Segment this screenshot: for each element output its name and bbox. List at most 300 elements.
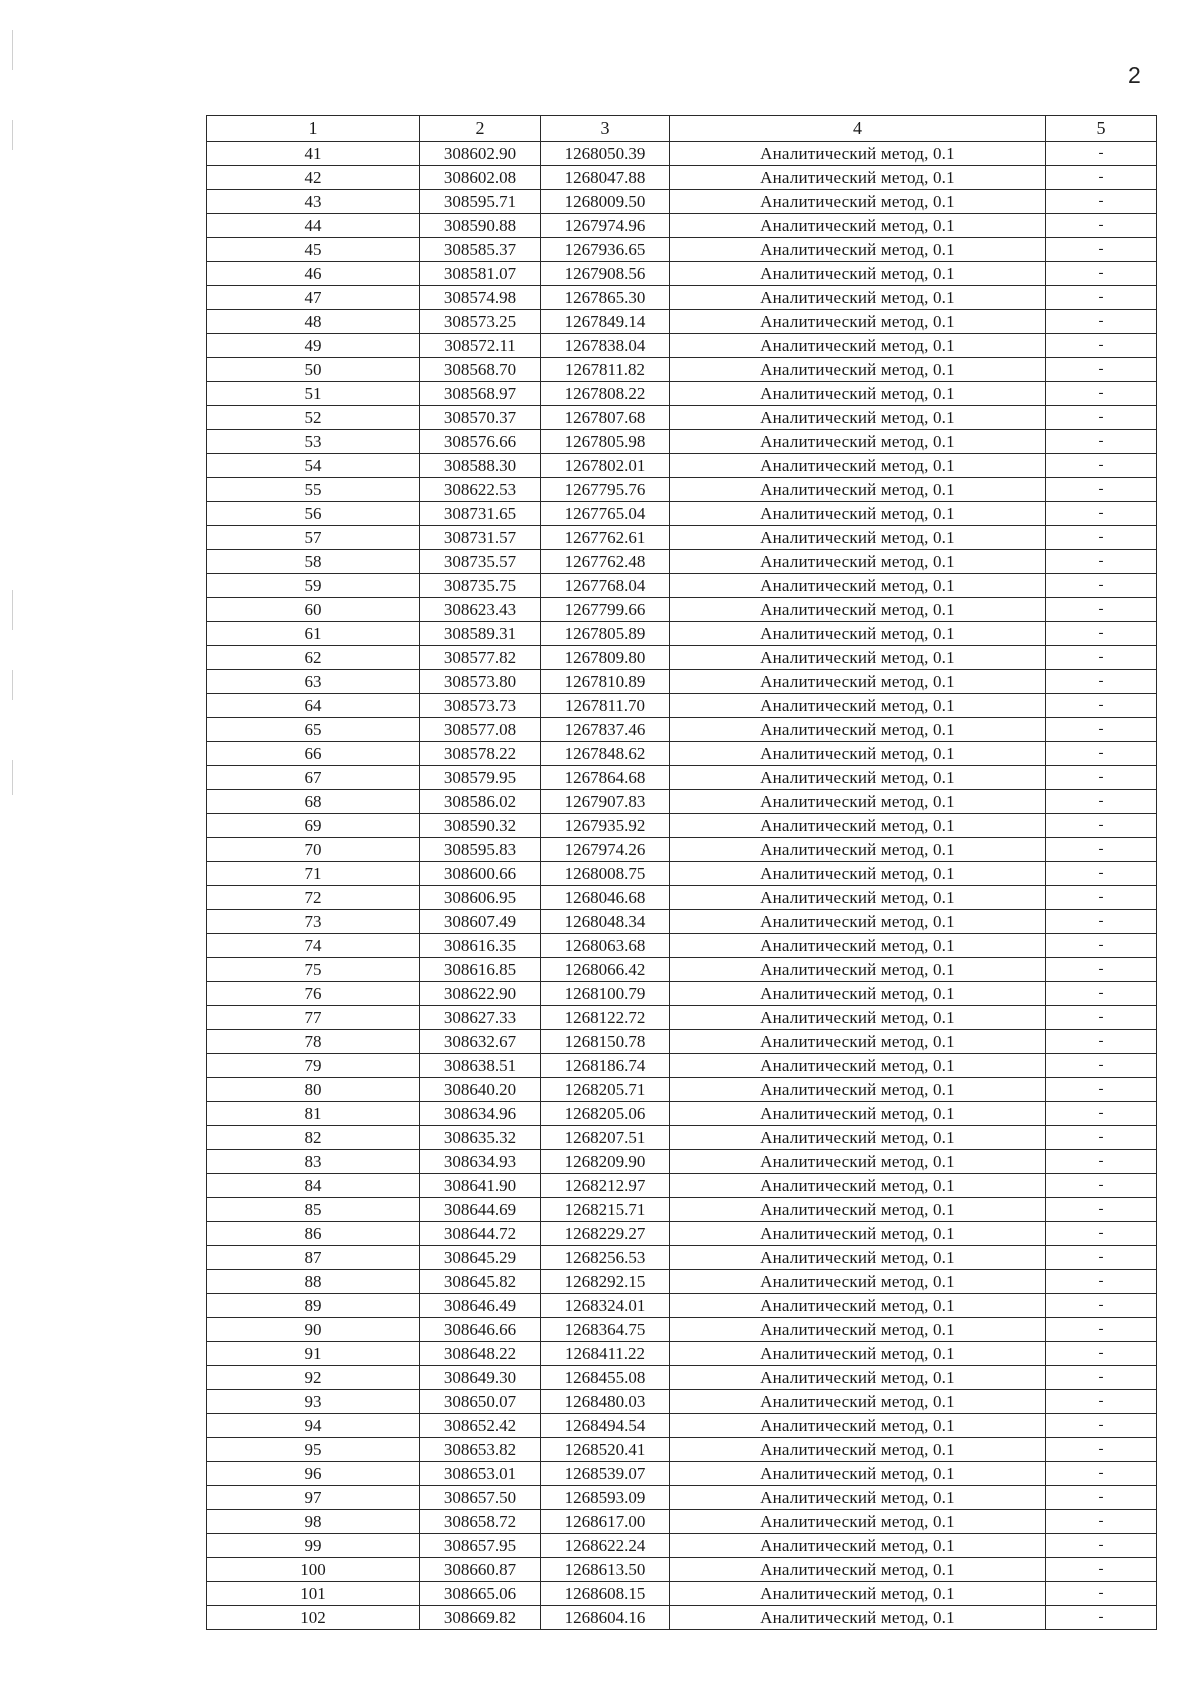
method-cell: Аналитический метод, 0.1 [670, 910, 1046, 934]
table-row [207, 310, 1157, 334]
method-cell: Аналитический метод, 0.1 [670, 1174, 1046, 1198]
table-row [207, 214, 1157, 238]
description-cell: - [1046, 934, 1157, 958]
point-number-cell: 54 [207, 454, 420, 478]
x-coordinate-cell: 308658.72 [420, 1510, 541, 1534]
description-cell: - [1046, 862, 1157, 886]
x-coordinate-cell: 308650.07 [420, 1390, 541, 1414]
table-row [207, 694, 1157, 718]
page-number: 2 [1128, 62, 1141, 88]
method-cell: Аналитический метод, 0.1 [670, 598, 1046, 622]
point-number-cell: 98 [207, 1510, 420, 1534]
x-coordinate-cell: 308574.98 [420, 286, 541, 310]
method-cell: Аналитический метод, 0.1 [670, 1606, 1046, 1630]
table-row [207, 1246, 1157, 1270]
x-coordinate-cell: 308570.37 [420, 406, 541, 430]
method-cell: Аналитический метод, 0.1 [670, 982, 1046, 1006]
column-header-point-number: 1 [207, 116, 420, 142]
description-cell: - [1046, 262, 1157, 286]
point-number-cell: 63 [207, 670, 420, 694]
point-number-cell: 81 [207, 1102, 420, 1126]
x-coordinate-cell: 308731.57 [420, 526, 541, 550]
point-number-cell: 62 [207, 646, 420, 670]
point-number-cell: 57 [207, 526, 420, 550]
x-coordinate-cell: 308644.69 [420, 1198, 541, 1222]
point-number-cell: 49 [207, 334, 420, 358]
y-coordinate-cell: 1268494.54 [541, 1414, 670, 1438]
method-cell: Аналитический метод, 0.1 [670, 1102, 1046, 1126]
method-cell: Аналитический метод, 0.1 [670, 622, 1046, 646]
y-coordinate-cell: 1268229.27 [541, 1222, 670, 1246]
description-cell: - [1046, 286, 1157, 310]
y-coordinate-cell: 1268256.53 [541, 1246, 670, 1270]
description-cell: - [1046, 1318, 1157, 1342]
table-row [207, 382, 1157, 406]
description-cell: - [1046, 166, 1157, 190]
point-number-cell: 86 [207, 1222, 420, 1246]
method-cell: Аналитический метод, 0.1 [670, 1198, 1046, 1222]
table-row [207, 190, 1157, 214]
y-coordinate-cell: 1268364.75 [541, 1318, 670, 1342]
method-cell: Аналитический метод, 0.1 [670, 766, 1046, 790]
description-cell: - [1046, 958, 1157, 982]
y-coordinate-cell: 1268063.68 [541, 934, 670, 958]
point-number-cell: 67 [207, 766, 420, 790]
description-cell: - [1046, 766, 1157, 790]
method-cell: Аналитический метод, 0.1 [670, 238, 1046, 262]
table-row [207, 286, 1157, 310]
y-coordinate-cell: 1267865.30 [541, 286, 670, 310]
table-row [207, 1126, 1157, 1150]
x-coordinate-cell: 308665.06 [420, 1582, 541, 1606]
table-row [207, 1390, 1157, 1414]
point-number-cell: 66 [207, 742, 420, 766]
description-cell: - [1046, 1510, 1157, 1534]
method-cell: Аналитический метод, 0.1 [670, 814, 1046, 838]
method-cell: Аналитический метод, 0.1 [670, 838, 1046, 862]
point-number-cell: 46 [207, 262, 420, 286]
table-row [207, 1534, 1157, 1558]
point-number-cell: 60 [207, 598, 420, 622]
x-coordinate-cell: 308735.75 [420, 574, 541, 598]
method-cell: Аналитический метод, 0.1 [670, 166, 1046, 190]
description-cell: - [1046, 1558, 1157, 1582]
y-coordinate-cell: 1267765.04 [541, 502, 670, 526]
point-number-cell: 47 [207, 286, 420, 310]
x-coordinate-cell: 308572.11 [420, 334, 541, 358]
table-row [207, 238, 1157, 262]
x-coordinate-cell: 308602.08 [420, 166, 541, 190]
point-number-cell: 55 [207, 478, 420, 502]
y-coordinate-cell: 1268048.34 [541, 910, 670, 934]
y-coordinate-cell: 1268205.71 [541, 1078, 670, 1102]
y-coordinate-cell: 1268613.50 [541, 1558, 670, 1582]
x-coordinate-cell: 308579.95 [420, 766, 541, 790]
description-cell: - [1046, 550, 1157, 574]
y-coordinate-cell: 1267849.14 [541, 310, 670, 334]
point-number-cell: 93 [207, 1390, 420, 1414]
description-cell: - [1046, 1582, 1157, 1606]
method-cell: Аналитический метод, 0.1 [670, 1222, 1046, 1246]
table-row [207, 334, 1157, 358]
x-coordinate-cell: 308660.87 [420, 1558, 541, 1582]
y-coordinate-cell: 1267811.70 [541, 694, 670, 718]
method-cell: Аналитический метод, 0.1 [670, 1030, 1046, 1054]
table-row [207, 1054, 1157, 1078]
y-coordinate-cell: 1267936.65 [541, 238, 670, 262]
table-row [207, 1606, 1157, 1630]
description-cell: - [1046, 742, 1157, 766]
y-coordinate-cell: 1267935.92 [541, 814, 670, 838]
table-row [207, 1510, 1157, 1534]
x-coordinate-cell: 308657.50 [420, 1486, 541, 1510]
description-cell: - [1046, 1102, 1157, 1126]
description-cell: - [1046, 358, 1157, 382]
x-coordinate-cell: 308652.42 [420, 1414, 541, 1438]
method-cell: Аналитический метод, 0.1 [670, 742, 1046, 766]
scan-margin-marks [8, 30, 20, 790]
point-number-cell: 80 [207, 1078, 420, 1102]
y-coordinate-cell: 1268047.88 [541, 166, 670, 190]
y-coordinate-cell: 1268608.15 [541, 1582, 670, 1606]
method-cell: Аналитический метод, 0.1 [670, 550, 1046, 574]
point-number-cell: 90 [207, 1318, 420, 1342]
x-coordinate-cell: 308653.82 [420, 1438, 541, 1462]
y-coordinate-cell: 1268215.71 [541, 1198, 670, 1222]
description-cell: - [1046, 1174, 1157, 1198]
point-number-cell: 65 [207, 718, 420, 742]
point-number-cell: 87 [207, 1246, 420, 1270]
description-cell: - [1046, 814, 1157, 838]
x-coordinate-cell: 308586.02 [420, 790, 541, 814]
table-row [207, 1438, 1157, 1462]
method-cell: Аналитический метод, 0.1 [670, 430, 1046, 454]
x-coordinate-cell: 308632.67 [420, 1030, 541, 1054]
method-cell: Аналитический метод, 0.1 [670, 406, 1046, 430]
description-cell: - [1046, 334, 1157, 358]
point-number-cell: 70 [207, 838, 420, 862]
point-number-cell: 97 [207, 1486, 420, 1510]
table-row [207, 1102, 1157, 1126]
x-coordinate-cell: 308623.43 [420, 598, 541, 622]
method-cell: Аналитический метод, 0.1 [670, 1366, 1046, 1390]
description-cell: - [1046, 1486, 1157, 1510]
point-number-cell: 43 [207, 190, 420, 214]
description-cell: - [1046, 238, 1157, 262]
x-coordinate-cell: 308589.31 [420, 622, 541, 646]
method-cell: Аналитический метод, 0.1 [670, 1486, 1046, 1510]
method-cell: Аналитический метод, 0.1 [670, 1438, 1046, 1462]
point-number-cell: 95 [207, 1438, 420, 1462]
description-cell: - [1046, 1438, 1157, 1462]
method-cell: Аналитический метод, 0.1 [670, 1414, 1046, 1438]
y-coordinate-cell: 1268050.39 [541, 142, 670, 166]
x-coordinate-cell: 308627.33 [420, 1006, 541, 1030]
point-number-cell: 85 [207, 1198, 420, 1222]
x-coordinate-cell: 308616.85 [420, 958, 541, 982]
description-cell: - [1046, 1006, 1157, 1030]
description-cell: - [1046, 1054, 1157, 1078]
point-number-cell: 69 [207, 814, 420, 838]
method-cell: Аналитический метод, 0.1 [670, 1078, 1046, 1102]
x-coordinate-cell: 308568.97 [420, 382, 541, 406]
method-cell: Аналитический метод, 0.1 [670, 886, 1046, 910]
point-number-cell: 101 [207, 1582, 420, 1606]
y-coordinate-cell: 1267810.89 [541, 670, 670, 694]
method-cell: Аналитический метод, 0.1 [670, 190, 1046, 214]
description-cell: - [1046, 526, 1157, 550]
method-cell: Аналитический метод, 0.1 [670, 1534, 1046, 1558]
table-row [207, 862, 1157, 886]
point-number-cell: 76 [207, 982, 420, 1006]
description-cell: - [1046, 454, 1157, 478]
point-number-cell: 64 [207, 694, 420, 718]
y-coordinate-cell: 1267795.76 [541, 478, 670, 502]
point-number-cell: 78 [207, 1030, 420, 1054]
point-number-cell: 75 [207, 958, 420, 982]
table-row [207, 910, 1157, 934]
x-coordinate-cell: 308602.90 [420, 142, 541, 166]
table-row [207, 430, 1157, 454]
method-cell: Аналитический метод, 0.1 [670, 718, 1046, 742]
table-row [207, 982, 1157, 1006]
point-number-cell: 83 [207, 1150, 420, 1174]
y-coordinate-cell: 1268593.09 [541, 1486, 670, 1510]
point-number-cell: 71 [207, 862, 420, 886]
description-cell: - [1046, 1534, 1157, 1558]
y-coordinate-cell: 1267805.89 [541, 622, 670, 646]
x-coordinate-cell: 308638.51 [420, 1054, 541, 1078]
description-cell: - [1046, 1390, 1157, 1414]
method-cell: Аналитический метод, 0.1 [670, 478, 1046, 502]
x-coordinate-cell: 308657.95 [420, 1534, 541, 1558]
point-number-cell: 77 [207, 1006, 420, 1030]
method-cell: Аналитический метод, 0.1 [670, 454, 1046, 478]
description-cell: - [1046, 1030, 1157, 1054]
description-cell: - [1046, 1414, 1157, 1438]
table-row [207, 1078, 1157, 1102]
x-coordinate-cell: 308645.82 [420, 1270, 541, 1294]
y-coordinate-cell: 1267837.46 [541, 718, 670, 742]
y-coordinate-cell: 1267974.96 [541, 214, 670, 238]
point-number-cell: 96 [207, 1462, 420, 1486]
table-row [207, 1174, 1157, 1198]
method-cell: Аналитический метод, 0.1 [670, 1390, 1046, 1414]
table-row [207, 1582, 1157, 1606]
point-number-cell: 92 [207, 1366, 420, 1390]
description-cell: - [1046, 838, 1157, 862]
description-cell: - [1046, 1078, 1157, 1102]
table-row [207, 1198, 1157, 1222]
description-cell: - [1046, 1462, 1157, 1486]
description-cell: - [1046, 1246, 1157, 1270]
x-coordinate-cell: 308578.22 [420, 742, 541, 766]
y-coordinate-cell: 1267907.83 [541, 790, 670, 814]
x-coordinate-cell: 308635.32 [420, 1126, 541, 1150]
x-coordinate-cell: 308616.35 [420, 934, 541, 958]
description-cell: - [1046, 646, 1157, 670]
method-cell: Аналитический метод, 0.1 [670, 142, 1046, 166]
x-coordinate-cell: 308731.65 [420, 502, 541, 526]
table-row [207, 1342, 1157, 1366]
table-row [207, 598, 1157, 622]
point-number-cell: 91 [207, 1342, 420, 1366]
table-row [207, 1294, 1157, 1318]
table-row [207, 1558, 1157, 1582]
description-cell: - [1046, 1198, 1157, 1222]
y-coordinate-cell: 1268411.22 [541, 1342, 670, 1366]
method-cell: Аналитический метод, 0.1 [670, 526, 1046, 550]
x-coordinate-cell: 308577.82 [420, 646, 541, 670]
description-cell: - [1046, 406, 1157, 430]
description-cell: - [1046, 982, 1157, 1006]
point-number-cell: 45 [207, 238, 420, 262]
method-cell: Аналитический метод, 0.1 [670, 310, 1046, 334]
description-cell: - [1046, 478, 1157, 502]
table-row [207, 838, 1157, 862]
method-cell: Аналитический метод, 0.1 [670, 1318, 1046, 1342]
point-number-cell: 51 [207, 382, 420, 406]
method-cell: Аналитический метод, 0.1 [670, 214, 1046, 238]
point-number-cell: 82 [207, 1126, 420, 1150]
x-coordinate-cell: 308669.82 [420, 1606, 541, 1630]
y-coordinate-cell: 1267805.98 [541, 430, 670, 454]
y-coordinate-cell: 1268046.68 [541, 886, 670, 910]
y-coordinate-cell: 1268066.42 [541, 958, 670, 982]
x-coordinate-cell: 308590.88 [420, 214, 541, 238]
y-coordinate-cell: 1267799.66 [541, 598, 670, 622]
table-row [207, 958, 1157, 982]
table-row [207, 502, 1157, 526]
method-cell: Аналитический метод, 0.1 [670, 286, 1046, 310]
point-number-cell: 53 [207, 430, 420, 454]
y-coordinate-cell: 1267807.68 [541, 406, 670, 430]
method-cell: Аналитический метод, 0.1 [670, 574, 1046, 598]
x-coordinate-cell: 308622.53 [420, 478, 541, 502]
point-number-cell: 44 [207, 214, 420, 238]
x-coordinate-cell: 308595.71 [420, 190, 541, 214]
method-cell: Аналитический метод, 0.1 [670, 382, 1046, 406]
y-coordinate-cell: 1268150.78 [541, 1030, 670, 1054]
table-row [207, 1486, 1157, 1510]
point-number-cell: 99 [207, 1534, 420, 1558]
method-cell: Аналитический метод, 0.1 [670, 694, 1046, 718]
point-number-cell: 58 [207, 550, 420, 574]
method-cell: Аналитический метод, 0.1 [670, 1582, 1046, 1606]
table-row [207, 1414, 1157, 1438]
point-number-cell: 84 [207, 1174, 420, 1198]
x-coordinate-cell: 308634.96 [420, 1102, 541, 1126]
y-coordinate-cell: 1267802.01 [541, 454, 670, 478]
method-cell: Аналитический метод, 0.1 [670, 646, 1046, 670]
table-row [207, 406, 1157, 430]
y-coordinate-cell: 1268100.79 [541, 982, 670, 1006]
x-coordinate-cell: 308607.49 [420, 910, 541, 934]
point-number-cell: 94 [207, 1414, 420, 1438]
method-cell: Аналитический метод, 0.1 [670, 862, 1046, 886]
table-row [207, 742, 1157, 766]
point-number-cell: 73 [207, 910, 420, 934]
x-coordinate-cell: 308646.66 [420, 1318, 541, 1342]
method-cell: Аналитический метод, 0.1 [670, 1294, 1046, 1318]
method-cell: Аналитический метод, 0.1 [670, 1150, 1046, 1174]
description-cell: - [1046, 1606, 1157, 1630]
table-row [207, 262, 1157, 286]
x-coordinate-cell: 308646.49 [420, 1294, 541, 1318]
x-coordinate-cell: 308595.83 [420, 838, 541, 862]
x-coordinate-cell: 308735.57 [420, 550, 541, 574]
x-coordinate-cell: 308573.73 [420, 694, 541, 718]
table-row [207, 550, 1157, 574]
description-cell: - [1046, 1294, 1157, 1318]
description-cell: - [1046, 622, 1157, 646]
x-coordinate-cell: 308588.30 [420, 454, 541, 478]
x-coordinate-cell: 308573.25 [420, 310, 541, 334]
x-coordinate-cell: 308590.32 [420, 814, 541, 838]
table-row [207, 1150, 1157, 1174]
table-row [207, 1030, 1157, 1054]
table-row [207, 358, 1157, 382]
method-cell: Аналитический метод, 0.1 [670, 502, 1046, 526]
table-row [207, 646, 1157, 670]
table-row [207, 1222, 1157, 1246]
description-cell: - [1046, 886, 1157, 910]
method-cell: Аналитический метод, 0.1 [670, 1510, 1046, 1534]
table-row [207, 574, 1157, 598]
point-number-cell: 56 [207, 502, 420, 526]
table-row [207, 718, 1157, 742]
x-coordinate-cell: 308600.66 [420, 862, 541, 886]
table-row [207, 670, 1157, 694]
y-coordinate-cell: 1268212.97 [541, 1174, 670, 1198]
description-cell: - [1046, 598, 1157, 622]
point-number-cell: 88 [207, 1270, 420, 1294]
table-row [207, 790, 1157, 814]
table-body [207, 142, 1157, 1630]
x-coordinate-cell: 308644.72 [420, 1222, 541, 1246]
table-row [207, 766, 1157, 790]
y-coordinate-cell: 1268520.41 [541, 1438, 670, 1462]
x-coordinate-cell: 308634.93 [420, 1150, 541, 1174]
table-row [207, 1006, 1157, 1030]
table-row [207, 1462, 1157, 1486]
description-cell: - [1046, 430, 1157, 454]
method-cell: Аналитический метод, 0.1 [670, 262, 1046, 286]
method-cell: Аналитический метод, 0.1 [670, 1270, 1046, 1294]
method-cell: Аналитический метод, 0.1 [670, 1006, 1046, 1030]
description-cell: - [1046, 910, 1157, 934]
point-number-cell: 68 [207, 790, 420, 814]
y-coordinate-cell: 1268324.01 [541, 1294, 670, 1318]
point-number-cell: 74 [207, 934, 420, 958]
y-coordinate-cell: 1267768.04 [541, 574, 670, 598]
x-coordinate-cell: 308577.08 [420, 718, 541, 742]
table-row [207, 1318, 1157, 1342]
x-coordinate-cell: 308641.90 [420, 1174, 541, 1198]
y-coordinate-cell: 1267762.61 [541, 526, 670, 550]
y-coordinate-cell: 1268604.16 [541, 1606, 670, 1630]
y-coordinate-cell: 1267848.62 [541, 742, 670, 766]
table-row [207, 814, 1157, 838]
description-cell: - [1046, 1270, 1157, 1294]
method-cell: Аналитический метод, 0.1 [670, 1342, 1046, 1366]
table-row [207, 1270, 1157, 1294]
table-row [207, 454, 1157, 478]
y-coordinate-cell: 1267808.22 [541, 382, 670, 406]
y-coordinate-cell: 1267974.26 [541, 838, 670, 862]
x-coordinate-cell: 308649.30 [420, 1366, 541, 1390]
table-header-row [207, 116, 1157, 142]
